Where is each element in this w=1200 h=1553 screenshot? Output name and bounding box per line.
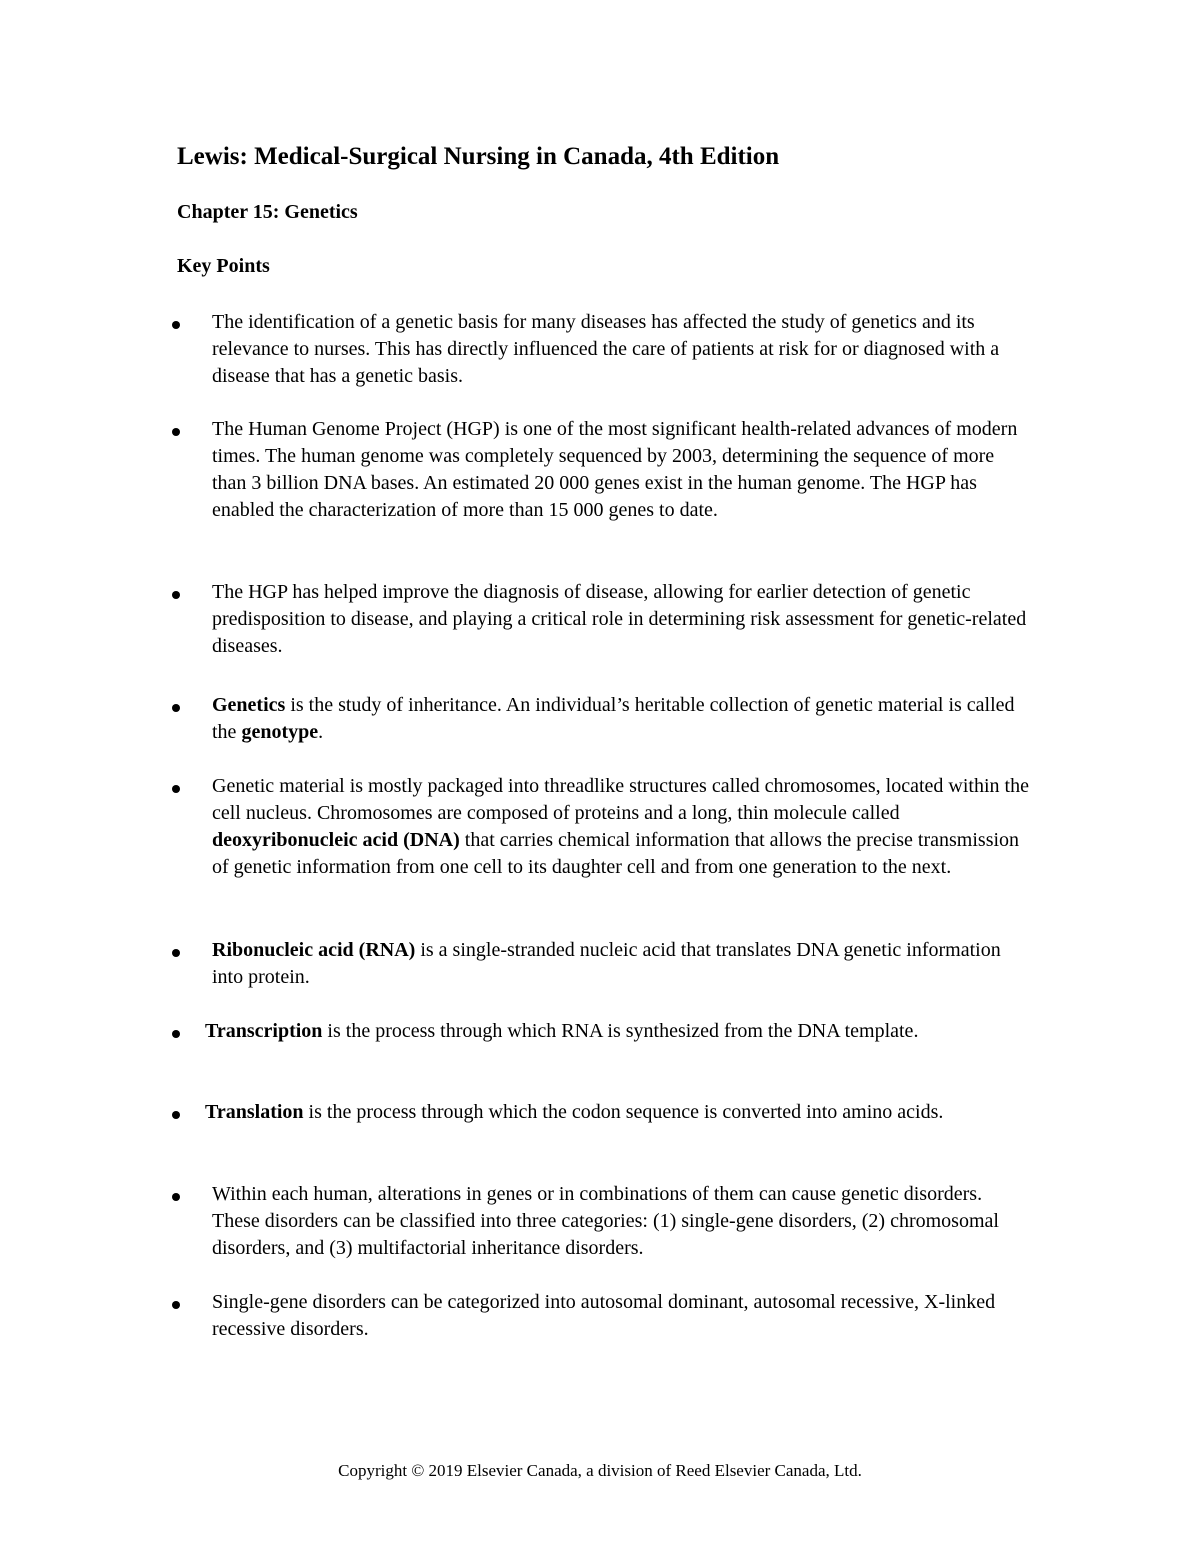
point-text (212, 579, 1032, 660)
point-text (212, 1181, 1032, 1262)
bullet-icon (172, 1301, 180, 1309)
copyright-footer: Copyright © 2019 Elsevier Canada, a division of Reed Elsevier Canada, Ltd. (338, 1461, 862, 1480)
list-item (172, 1018, 1032, 1045)
point-text (212, 692, 1032, 746)
list-item (172, 937, 1032, 991)
point-text (212, 1289, 1032, 1343)
point-body: is a single-stranded nucleic acid that translates DNA genetic information into protein. (212, 939, 1001, 988)
bullet-icon (172, 321, 180, 329)
point-tail: that carries chemical information that allows the precise transmission of genetic information from one cell to its daughter cell and from one generation to the next. (212, 829, 1020, 878)
point-text (212, 416, 1032, 524)
list-item (172, 416, 1032, 524)
list-item (172, 309, 1032, 390)
list-item (172, 1181, 1032, 1262)
point-lead-term: Genetics (212, 694, 286, 716)
bullet-icon (172, 1193, 180, 1201)
section-title: Key Points (177, 255, 270, 277)
point-body: is the study of inheritance. An individual’s heritable collection of genetic material is called the (212, 694, 1015, 743)
list-item (172, 579, 1032, 660)
point-lead-term: Translation (205, 1101, 304, 1123)
bullet-icon (172, 428, 180, 436)
point-body: Genetic material is mostly packaged into threadlike structures called chromosomes, located within the cell nucleus. Chromosomes are composed of proteins and a long, thin molecule called (212, 775, 1029, 824)
point-body: Single-gene disorders can be categorized into autosomal dominant, autosomal recessive, X-linked recessive disorders. (212, 1291, 996, 1340)
point-body: The HGP has helped improve the diagnosis of disease, allowing for earlier detection of genetic predisposition to disease, and playing a critical role in determining risk assessment for genetic-related diseases. (212, 581, 1027, 657)
bullet-icon (172, 1030, 180, 1038)
point-term: deoxyribonucleic acid (DNA) (212, 829, 460, 851)
point-text (212, 773, 1032, 881)
point-body: Within each human, alterations in genes or in combinations of them can cause genetic disorders. These disorders can be classified into three categories: (1) single-gene disorders, (2) chromosomal disorders, and (3) multifactorial inheritance disorders. (212, 1183, 999, 1259)
bullet-icon (172, 591, 180, 599)
point-text (205, 1018, 1032, 1045)
point-lead-term: Ribonucleic acid (RNA) (212, 939, 416, 961)
point-text (212, 937, 1032, 991)
point-tail: . (318, 721, 324, 743)
bullet-icon (172, 1111, 180, 1119)
bullet-icon (172, 704, 180, 712)
point-term: genotype (241, 721, 319, 743)
point-body: The identification of a genetic basis for many diseases has affected the study of genetics and its relevance to nurses. This has directly influenced the care of patients at risk for or diagnosed with a disease that has a genetic basis. (212, 311, 1000, 387)
chapter-title: Chapter 15: Genetics (177, 201, 358, 223)
book-title: Lewis: Medical-Surgical Nursing in Canada, 4th Edition (177, 143, 780, 170)
point-body: The Human Genome Project (HGP) is one of the most significant health-related advances of modern times. The human genome was completely sequenced by 2003, determining the sequence of more than 3 billion DNA bases. An estimated 20 000 genes exist in the human genome. The HGP has enabled the characterization of more than 15 000 genes to date. (212, 418, 1018, 521)
bullet-icon (172, 785, 180, 793)
bullet-icon (172, 949, 180, 957)
point-body: is the process through which the codon sequence is converted into amino acids. (303, 1101, 944, 1123)
list-item (172, 1099, 1032, 1126)
list-item (172, 773, 1032, 881)
list-item (172, 1289, 1032, 1343)
point-lead-term: Transcription (205, 1020, 323, 1042)
point-text (205, 1099, 1032, 1126)
point-text (212, 309, 1032, 390)
list-item (172, 692, 1032, 746)
point-body: is the process through which RNA is synthesized from the DNA template. (322, 1020, 919, 1042)
